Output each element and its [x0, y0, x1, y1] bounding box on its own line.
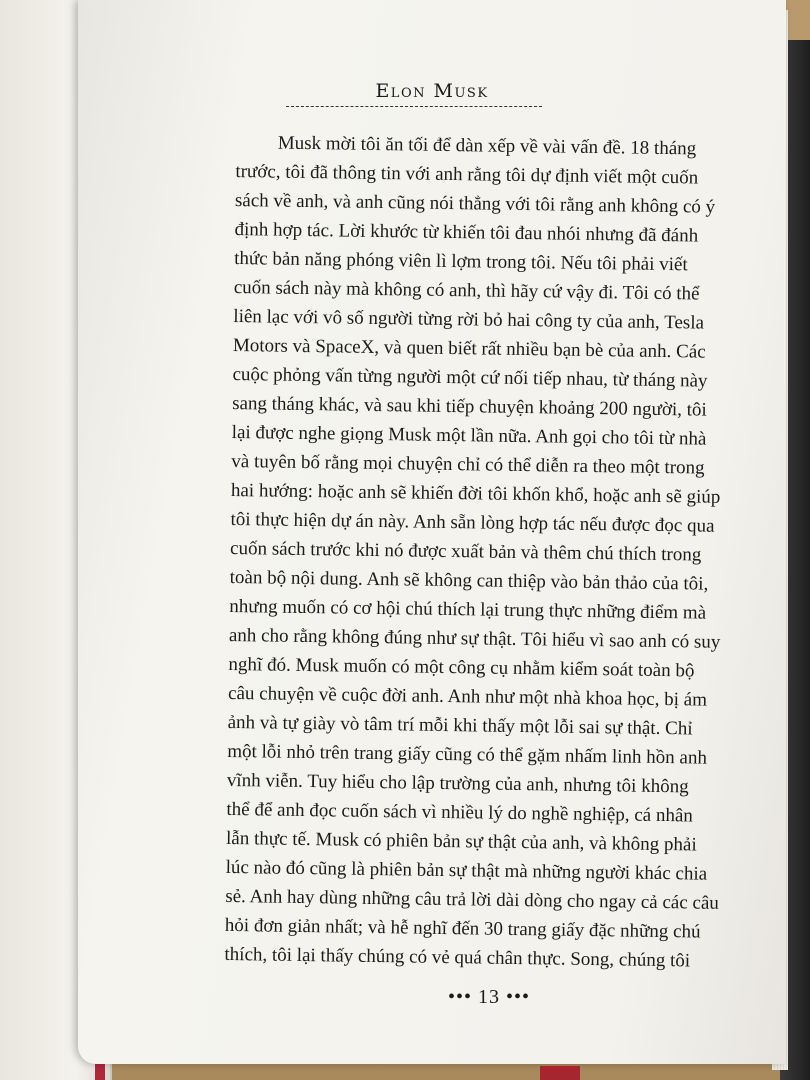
- text-line: câu chuyện về cuộc đời anh. Anh như một nhà khoa học, bị ám: [227, 682, 708, 711]
- text-line: nhưng muốn có cơ hội chú thích lại trung thực những điểm mà: [229, 595, 707, 624]
- text-line: cuốn sách trước khi nó được xuất bản và thêm chú thích trong: [229, 537, 702, 566]
- text-line: một lỗi nhỏ trên trang giấy cũng có thể gặm nhấm linh hồn anh: [227, 740, 708, 769]
- text-line: lúc nào đó cũng là phiên bản sự thật mà những người khác chia: [225, 856, 708, 885]
- text-line: thể để anh đọc cuốn sách vì nhiều lý do nghề nghiệp, cá nhân: [226, 798, 694, 827]
- text-line: định hợp tác. Lời khước từ khiến tôi đau nhói nhưng đã đánh: [234, 218, 699, 247]
- text-line: lại được nghe giọng Musk một lần nữa. Anh gọi cho tôi từ nhà: [231, 421, 707, 450]
- page-number-folio: [448, 986, 530, 1009]
- running-head: Elon Musk: [375, 80, 489, 102]
- text-line: toàn bộ nội dung. Anh sẽ không can thiệp vào bản thảo của tôi,: [229, 566, 709, 595]
- text-line: thích, tôi lại thấy chúng có vẻ quá chân thực. Song, chúng tôi: [224, 943, 691, 972]
- folio-ornament-right: •••: [506, 986, 531, 1008]
- text-line: anh cho rằng không đúng như sự thật. Tôi hiểu vì sao anh có suy: [228, 624, 721, 653]
- text-line: sang tháng khác, và sau khi tiếp chuyện khoảng 200 người, tôi: [232, 392, 707, 421]
- text-line: Musk mời tôi ăn tối để dàn xếp về vài vấn đề. 18 tháng: [277, 132, 697, 160]
- bookmark-ribbon-bottom: [540, 1066, 580, 1080]
- text-line: hai hướng: hoặc anh sẽ khiến đời tôi khốn khổ, hoặc anh sẽ giúp: [230, 479, 721, 508]
- text-line: sẻ. Anh hay dùng những câu trả lời dài dòng cho ngay cả các câu: [225, 885, 719, 914]
- book-page: [78, 0, 786, 1064]
- text-line: trước, tôi đã thông tin với anh rằng tôi dự định viết một cuốn: [235, 160, 699, 189]
- running-head-rule: [286, 106, 542, 107]
- text-line: cuộc phỏng vấn từng người một cứ nối tiếp nhau, từ tháng này: [232, 363, 708, 392]
- text-line: hỏi đơn giản nhất; và hễ nghĩ đến 30 trang giấy đặc những chú: [224, 914, 701, 943]
- text-line: ảnh và tự giày vò tâm trí mỗi khi thấy một lỗi sai sự thật. Chỉ: [227, 711, 693, 740]
- text-line: thức bản năng phóng viên lì lợm trong tôi. Nếu tôi phải viết: [234, 247, 688, 276]
- page-number: 13: [478, 986, 501, 1008]
- text-line: sách về anh, và anh cũng nói thẳng với tôi rằng anh không có ý: [234, 189, 716, 218]
- text-line: nghĩ đó. Musk muốn có một công cụ nhằm kiểm soát toàn bộ: [228, 653, 695, 682]
- folio-ornament-left: •••: [448, 986, 473, 1008]
- body-text: [224, 128, 756, 976]
- text-line: và tuyên bố rằng mọi chuyện chỉ có thể diễn ra theo một trong: [231, 450, 705, 479]
- text-line: liên lạc với vô số người từng rời bỏ hai công ty của anh, Tesla: [233, 305, 705, 334]
- text-line: tôi thực hiện dự án này. Anh sẵn lòng hợp tác nếu được đọc qua: [230, 508, 715, 537]
- text-line: Motors và SpaceX, và quen biết rất nhiều bạn bè của anh. Các: [232, 334, 706, 363]
- text-line: vĩnh viễn. Tuy hiểu cho lập trường của anh, nhưng tôi không: [226, 769, 689, 798]
- text-line: lẫn thực tế. Musk có phiên bản sự thật của anh, và không phải: [225, 827, 697, 856]
- text-line: cuốn sách này mà không có anh, thì hãy cứ vậy đi. Tôi có thể: [233, 276, 700, 305]
